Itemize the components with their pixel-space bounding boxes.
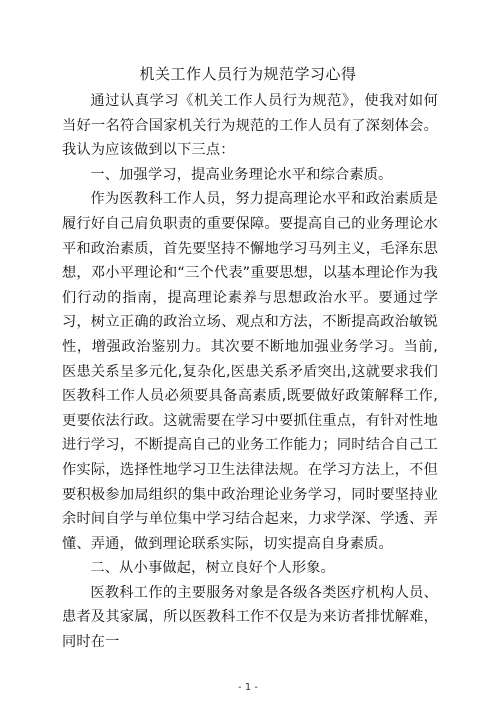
paragraph-section-1: 作为医教科工作人员，努力提高理论水平和政治素质是履行好自己肩负职责的重要保障。要提高自己的业务理论水平和政治素质，首先要坚持不懈地学习马列主义，毛泽东思想，邓小平理论和“三个代表”重要思想，以基本理论作为我们行动的指南，提高理论素养与思想政治水平。要通过学习，树立正确的政治立场、观点和方法，不断提高政治敏锐性，增强政治鉴别力。其次要不断地加强业务学习。当前,医患关系呈多元化,复杂化,医患关系矛盾突出,这就要求我们医教科工作人员必须要具备高素质,既要做好政策解释工作,更要依法行政。这就需要在学习中要抓住重点，有针对性地进行学习，不断提高自己的业务工作能力；同时结合自己工作实际，选择性地学习卫生法律法规。在学习方法上，不但要积极参加局组织的集中政治理论业务学习，同时要坚持业余时间自学与单位集中学习结合起来，力求学深、学透、弄懂、弄通，做到理论联系实际，切实提高自身素质。 xyxy=(62,191,438,552)
section-heading-2: 二、从小事做起，树立良好个人形象。 xyxy=(90,560,335,577)
document-body xyxy=(62,89,438,655)
paragraph-intro: 通过认真学习《机关工作人员行为规范》，使我对如何当好一名符合国家机关行为规范的工作人员有了深刻体会。我认为应该做到以下三点： xyxy=(62,93,438,159)
section-heading-1: 一、加强学习，提高业务理论水平和综合素质。 xyxy=(90,166,393,183)
paragraph-section-2: 医教科工作的主要服务对象是各级各类医疗机构人员、患者及其家属，所以医教科工作不仅是为来访者排忧解难，同时在一 xyxy=(62,584,438,651)
page-number: - 1 - xyxy=(238,682,258,693)
document-title: 机关工作人员行为规范学习心得 xyxy=(139,65,357,83)
